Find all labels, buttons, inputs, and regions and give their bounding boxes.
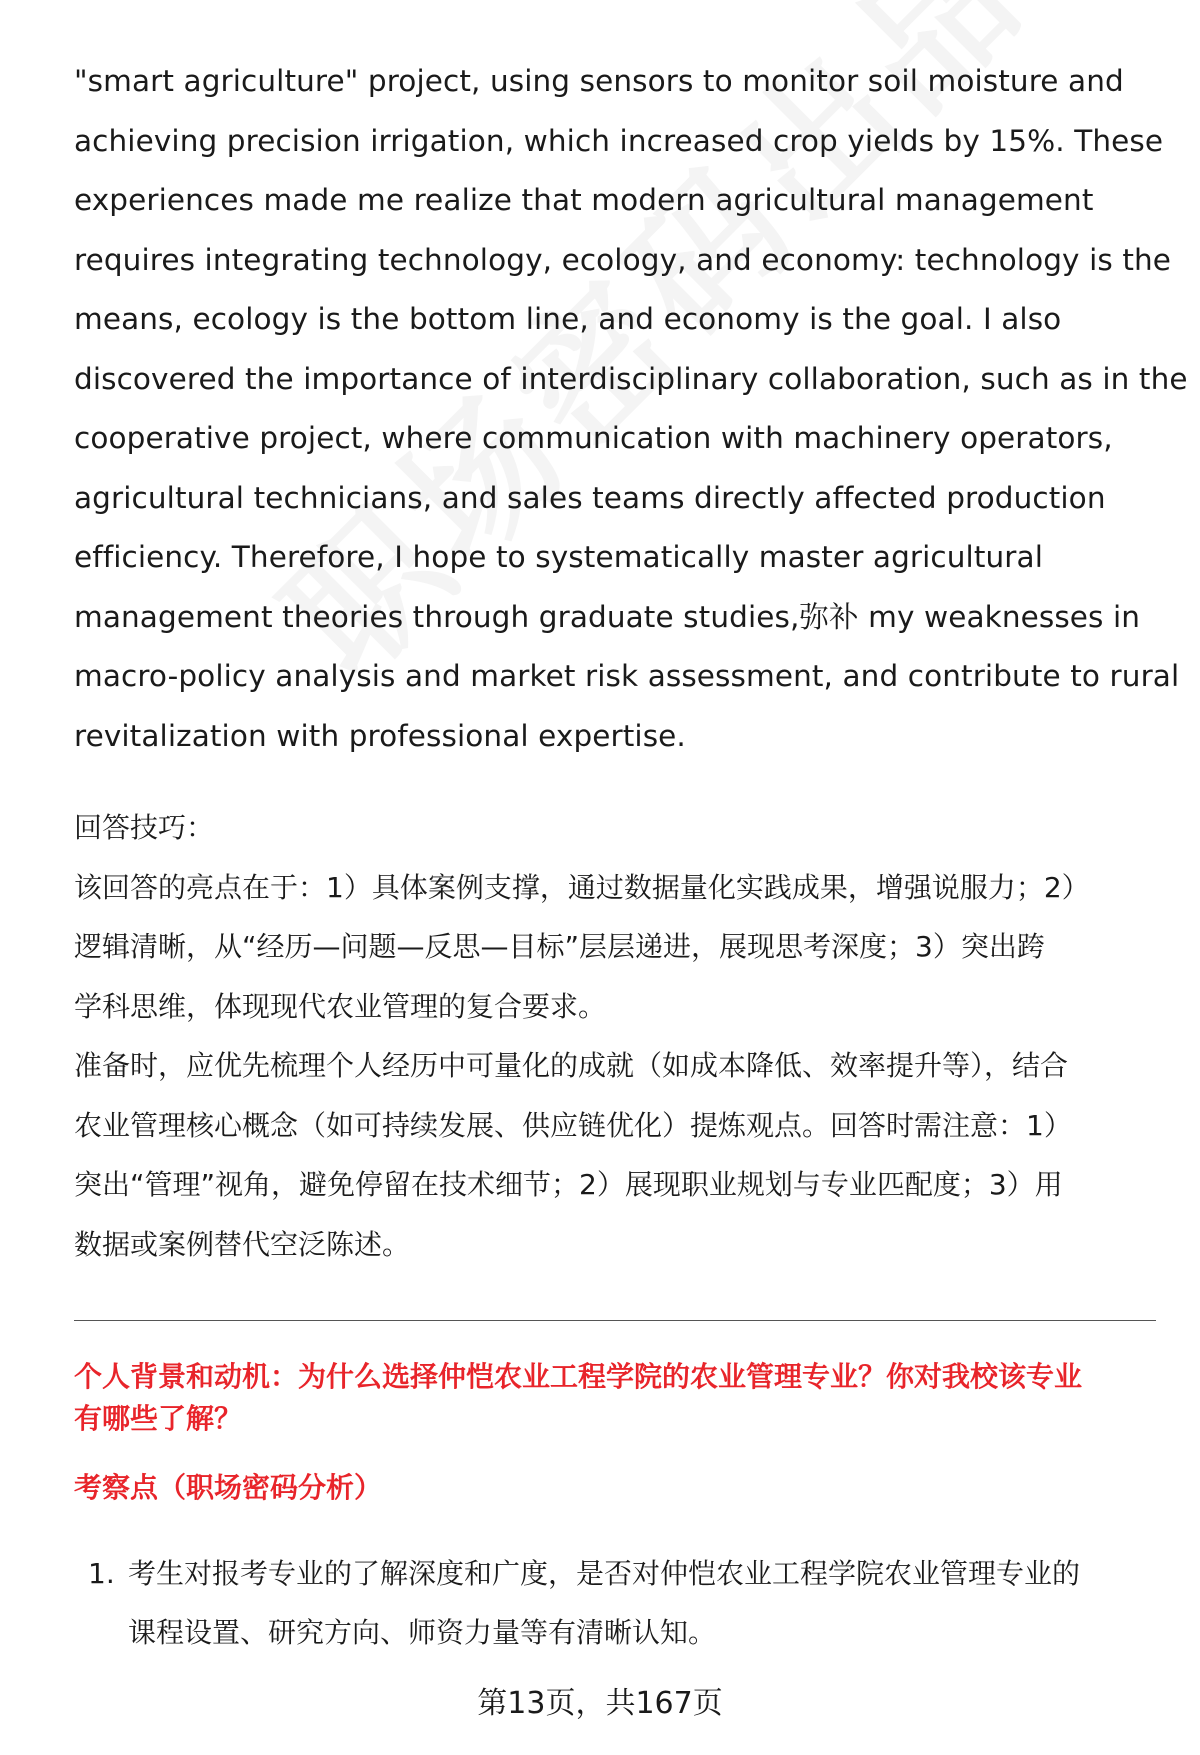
paragraph-line: experiences made me realize that modern agricultural management: [74, 183, 1094, 217]
list-item: [74, 1544, 1164, 1662]
paragraph-line: management theories through graduate studies,弥补 my weaknesses in: [74, 599, 1141, 634]
paragraph-line: means, ecology is the bottom line, and economy is the goal. I also: [74, 302, 1062, 336]
paragraph-line: requires integrating technology, ecology, and economy: technology is the: [74, 242, 1172, 277]
tips-line: 逻辑清晰，从“经历—问题—反思—目标”层层递进，展现思考深度；3）突出跨: [74, 930, 1045, 963]
question-line: 有哪些了解？: [74, 1402, 243, 1435]
list-item-line: 考生对报考专业的了解深度和广度，是否对仲恺农业工程学院农业管理专业的: [128, 1557, 1081, 1590]
tips-line: 农业管理核心概念（如可持续发展、供应链优化）提炼观点。回答时需注意：1）: [74, 1108, 1072, 1142]
tips-line: 数据或案例替代空泛陈述。: [74, 1227, 411, 1261]
paragraph-line: macro-policy analysis and market risk assessment, and contribute to rural: [74, 659, 1180, 693]
tips-line: 突出“管理”视角，避免停留在技术细节；2）展现职业规划与专业匹配度；3）用: [74, 1168, 1063, 1201]
section-divider: [74, 1320, 1156, 1321]
list-item-number: 1.: [88, 1557, 115, 1590]
tips-line: 学科思维，体现现代农业管理的复合要求。: [74, 989, 607, 1023]
paragraph-line: cooperative project, where communication with machinery operators,: [74, 421, 1113, 455]
question-heading: [74, 1356, 1164, 1440]
paragraph-line: "smart agriculture" project, using sensors to monitor soil moisture and: [74, 64, 1124, 98]
paragraph-line: revitalization with professional expertise.: [74, 718, 686, 753]
paragraph-line: discovered the importance of interdisciplinary collaboration, such as in the: [74, 361, 1188, 396]
tips-line: 该回答的亮点在于：1）具体案例支撑，通过数据量化实践成果，增强说服力；2）: [74, 870, 1090, 904]
tips-label: 回答技巧：: [74, 811, 215, 844]
answer-tips-section: [74, 798, 1164, 1274]
tips-line: 准备时，应优先梳理个人经历中可量化的成就（如成本降低、效率提升等），结合: [74, 1049, 1069, 1082]
analysis-points-list: [74, 1544, 1164, 1662]
english-answer-paragraph: [74, 52, 1188, 766]
page-number-footer: 第13页，共167页: [477, 1686, 723, 1721]
analysis-heading: 考察点（职场密码分析）: [74, 1471, 383, 1504]
paragraph-line: efficiency. Therefore, I hope to systematically master agricultural: [74, 540, 1044, 574]
paragraph-line: agricultural technicians, and sales teams directly affected production: [74, 480, 1106, 515]
list-item-line: 课程设置、研究方向、师资力量等有清晰认知。: [128, 1616, 717, 1649]
paragraph-line: achieving precision irrigation, which increased crop yields by 15%. These: [74, 123, 1164, 158]
question-line: 个人背景和动机：为什么选择仲恺农业工程学院的农业管理专业？你对我校该专业: [74, 1360, 1083, 1393]
